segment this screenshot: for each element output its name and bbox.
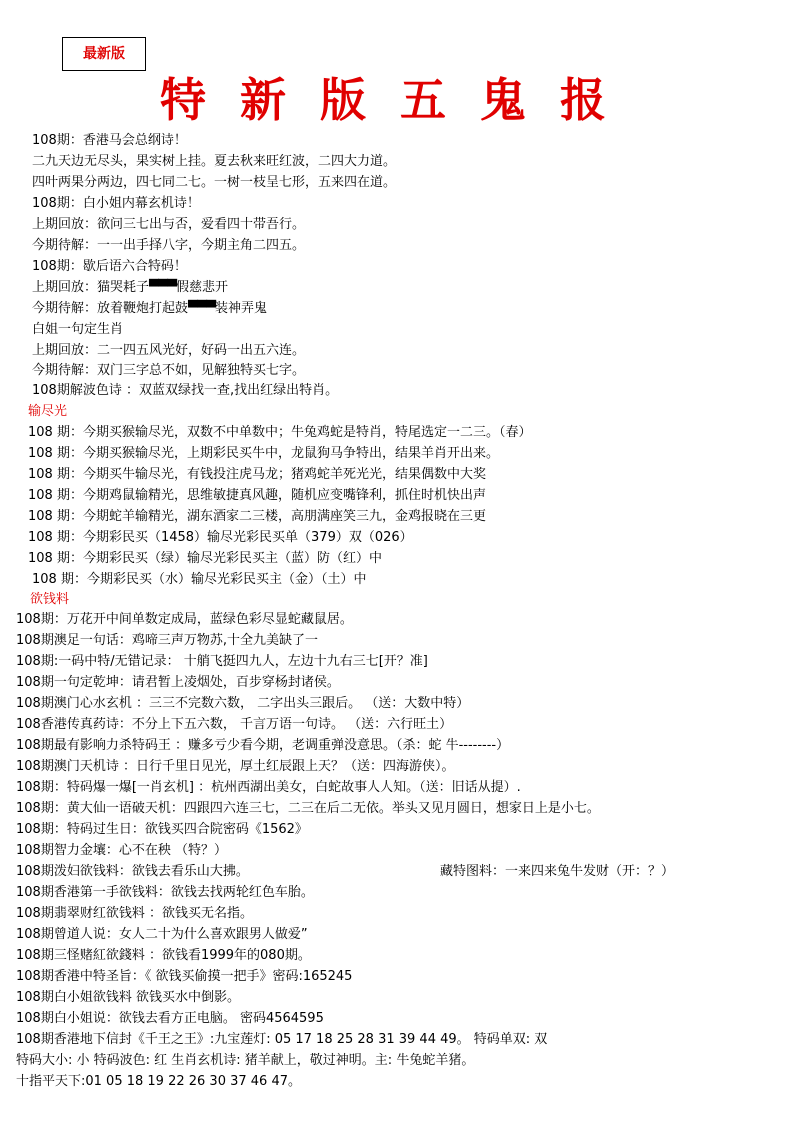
text-line: 上期回放：二一四五风光好，好码一出五六连。 [32, 343, 306, 358]
section-header: 输尽光 [28, 404, 68, 419]
text-line: 108 期：今期买牛输尽光，有钱投注虎马龙；猪鸡蛇羊死光光，结果偶数中大奖 [28, 467, 486, 482]
text-line: 108期香港第一手欲钱料：欲钱去找两轮红色车胎。 [16, 885, 314, 900]
text-line: 108期一句定乾坤：请君暂上凌烟处，百步穿杨封诸侯。 [16, 675, 340, 690]
text-line: 108期：万花开中间单数定成局，蓝绿色彩尽显蛇藏鼠居。 [16, 612, 353, 627]
text-line: 108期：黄大仙一语破天机：四跟四六连三七，二三在后二无依。举头又见月圆日，想家日上是小七。 [16, 801, 600, 816]
text-line: 108 期：今期彩民买（绿）输尽光彩民买主（蓝）防（红）中 [28, 551, 382, 566]
text-line: 特码大小: 小 特码波色: 红 生肖玄机诗: 猪羊献上，敬过神明。主: 牛兔蛇羊猪。 [16, 1053, 475, 1068]
text-line: 108期香港地下信封《千王之王》:九宝莲灯: 05 17 18 25 28 31 39 44 49。 特码单双: 双 [16, 1032, 548, 1047]
text-line: 108期翡翠财红欲钱料 ：欲钱买无名指。 [16, 906, 253, 921]
text-line: 108 期：今期买猴输尽光，上期彩民买牛中，龙鼠狗马争特出，结果羊肖开出来。 [28, 446, 499, 461]
text-line: 108期白小姐欲钱料 欲钱买水中倒影。 [16, 990, 240, 1005]
text-line: 上期回放：欲问三七出与否，爱看四十带吾行。 [32, 217, 306, 232]
text-line: 108 期：今期鸡鼠输精光，思维敏捷真风趣，随机应变嘴锋利，抓住时机快出声 [28, 488, 486, 503]
text-line: 108期：歇后语六合特码！ [32, 259, 187, 274]
text-line: 108期解波色诗 ：双蓝双绿找一查,找出红绿出特肖。 [32, 383, 339, 398]
text-line: 108期澳足一句话：鸡啼三声万物苏,十全九美缺了一 [16, 633, 318, 648]
text-line: 108期最有影响力杀特码王 ：赚多亏少看今期，老调重弹没意思。（杀：蛇 牛--------） [16, 738, 510, 753]
text-line: 108香港传真药诗：不分上下五六数， 千言万语一句诗。 （送：六行旺土） [16, 717, 453, 732]
text-line: 108期澳门心水玄机 ：三三不完数六数， 二字出头三跟后。 （送：大数中特） [16, 696, 470, 711]
text-line: 108 期：今期买猴输尽光，双数不中单数中；牛兔鸡蛇是特肖，特尾选定一二三。（春） [28, 425, 532, 440]
text-line: 108期香港中特圣旨：《 欲钱买偷摸一把手》密码:165245 [16, 969, 353, 984]
text-line: 108 期：今期彩民买（1458）输尽光彩民买单（379）双（026） [28, 530, 413, 545]
text-line: 二九天边无尽头，果实树上挂。夏去秋来旺红波，二四大力道。 [32, 154, 397, 169]
section-header: 欲钱料 [30, 592, 70, 607]
text-line: 108期澳门天机诗 ：日行千里日见光，厚土红辰跟上天？（送：四海游侠）。 [16, 759, 455, 774]
text-line [32, 279, 228, 297]
text-line: 今期待解：双门三字总不如，见解独特买七字。 [32, 363, 306, 378]
text-line: 白姐一句定生肖 [32, 322, 124, 337]
text-segment: 上期回放：猫哭耗子 [32, 280, 150, 295]
text-segment: 假慈悲开 [176, 280, 229, 295]
bar-glyphs: ▀▀▀ [188, 301, 216, 316]
text-line: 108期智力金壤：心不在秧 （特？） [16, 843, 227, 858]
text-line: 108期：香港马会总纲诗！ [32, 133, 187, 148]
bar-glyphs: ▀▀▀ [149, 280, 177, 295]
text-line: 108 期：今期彩民买（水）输尽光彩民买主（金）（土）中 [32, 572, 367, 587]
text-line: 藏特图料：一来四来兔牛发财（开：？） [440, 864, 675, 879]
text-line: 108期曾道人说：女人二十为什么喜欢跟男人做爱” [16, 927, 308, 942]
text-line: 108期：特码爆一爆[一肖玄机] ：杭州西湖出美女，白蛇故事人人知。（送：旧话从提）. [16, 780, 521, 795]
text-line: 十指平天下:01 05 18 19 22 26 30 37 46 47。 [16, 1074, 301, 1089]
text-line: 108期白小姐说：欲钱去看方正电脑。 密码4564595 [16, 1011, 324, 1026]
text-segment: 装神弄鬼 [215, 301, 268, 316]
page-title: 特新版五鬼报 [160, 73, 640, 127]
text-line: 108期：白小姐内幕玄机诗！ [32, 196, 200, 211]
text-line: 108期：特码过生日：欲钱买四合院密码《1562》 [16, 822, 308, 837]
text-line: 四叶两果分两边，四七同二七。一树一枝呈七形，五来四在道。 [32, 175, 397, 190]
text-line: 108期泼妇欲钱料：欲钱去看乐山大拂。 [16, 864, 249, 879]
text-line: 今期待解：一一出手择八字，今期主角二四五。 [32, 238, 306, 253]
text-segment: 今期待解：放着鞭炮打起鼓 [32, 301, 189, 316]
text-line: 108期:一码中特/无错记录： 十艄飞挺四九人，左边十九右三七[开？准] [16, 654, 428, 669]
text-line: 108 期：今期蛇羊输精光，湖东酒家二三楼，高朋满座笑三九，金鸡报晓在三更 [28, 509, 486, 524]
latest-version-badge: 最新版 [62, 37, 146, 71]
text-line [32, 300, 267, 318]
text-line: 108期三怪赌紅欲錢料 ：欲钱看1999年的080期。 [16, 948, 311, 963]
